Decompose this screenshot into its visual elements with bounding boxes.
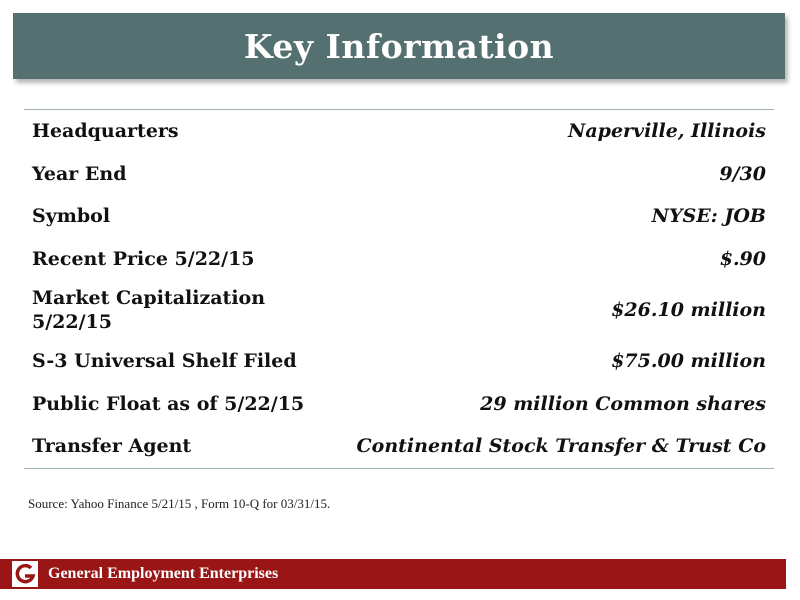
company-name: General Employment Enterprises bbox=[48, 565, 279, 582]
key-info-table bbox=[24, 109, 774, 469]
row-value: 9/30 bbox=[719, 162, 766, 185]
table-row bbox=[24, 340, 774, 383]
page-title: Key Information bbox=[243, 26, 555, 66]
row-value: NYSE: JOB bbox=[651, 205, 766, 228]
row-value: Naperville, Illinois bbox=[567, 120, 766, 143]
table-row bbox=[24, 425, 774, 468]
row-label: Headquarters bbox=[32, 120, 179, 143]
table-row bbox=[24, 153, 774, 196]
row-label: Year End bbox=[32, 162, 127, 185]
row-value: $.90 bbox=[719, 247, 766, 270]
row-label: Transfer Agent bbox=[32, 435, 192, 458]
row-value: $75.00 million bbox=[611, 350, 766, 373]
table-row bbox=[24, 238, 774, 281]
row-label: Public Float as of 5/22/15 bbox=[32, 392, 305, 415]
row-value: $26.10 million bbox=[611, 299, 766, 321]
table-row bbox=[24, 383, 774, 426]
row-label: Recent Price 5/22/15 bbox=[32, 247, 255, 270]
row-value: 29 million Common shares bbox=[480, 392, 766, 415]
source-note: Source: Yahoo Finance 5/21/15 , Form 10-Q for 03/31/15. bbox=[28, 496, 331, 511]
row-value: Continental Stock Transfer & Trust Co bbox=[356, 435, 766, 458]
row-label: Symbol bbox=[32, 205, 111, 228]
row-label: S-3 Universal Shelf Filed bbox=[32, 350, 297, 373]
row-label: Market Capitalization 5/22/15 bbox=[32, 287, 266, 333]
table-row bbox=[24, 280, 774, 340]
footer-bar bbox=[0, 559, 786, 589]
table-row bbox=[24, 110, 774, 153]
title-banner bbox=[13, 13, 785, 79]
company-logo-icon bbox=[12, 561, 38, 587]
table-row bbox=[24, 195, 774, 238]
